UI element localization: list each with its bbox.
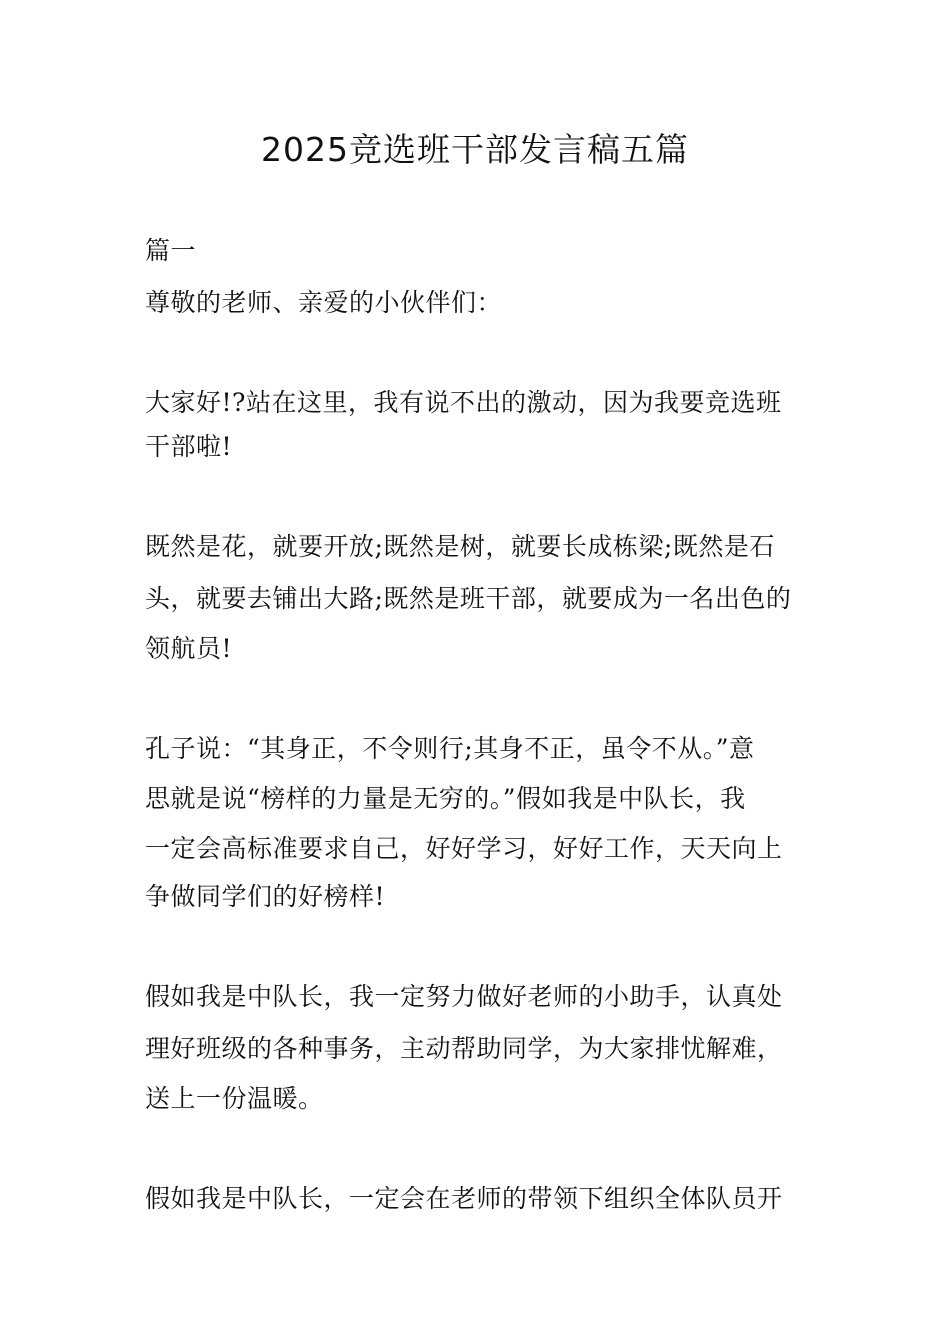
paragraph-2-line-3: 领航员! [145, 634, 233, 663]
document-title: 2025竞选班干部发言稿五篇 [261, 130, 689, 169]
paragraph-2-line-2: 头，就要去铺出大路;既然是班干部，就要成为一名出色的 [145, 584, 792, 613]
paragraph-5-line-1: 假如我是中队长，一定会在老师的带领下组织全体队员开 [145, 1184, 783, 1213]
section-heading: 篇一 [145, 236, 197, 265]
paragraph-4-line-2: 理好班级的各种事务，主动帮助同学，为大家排忧解难， [145, 1034, 783, 1063]
paragraph-1-line-1: 大家好!?站在这里，我有说不出的激动，因为我要竞选班 [145, 388, 782, 417]
paragraph-4-line-1: 假如我是中队长，我一定努力做好老师的小助手，认真处 [145, 982, 783, 1011]
paragraph-4-line-3: 送上一份温暖。 [145, 1084, 324, 1113]
paragraph-2-line-1: 既然是花，就要开放;既然是树，就要长成栋梁;既然是石 [145, 532, 775, 561]
paragraph-3-line-4: 争做同学们的好榜样! [145, 882, 386, 911]
paragraph-1-line-2: 干部啦! [145, 432, 233, 461]
paragraph-3-line-3: 一定会高标准要求自己，好好学习，好好工作，天天向上 [145, 834, 783, 863]
greeting-line: 尊敬的老师、亲爱的小伙伴们： [145, 288, 503, 317]
paragraph-3-line-2: 思就是说“榜样的力量是无穷的。”假如我是中队长，我 [145, 784, 746, 813]
paragraph-3-line-1: 孔子说：“其身正，不令则行;其身不正，虽令不从。”意 [145, 734, 755, 763]
